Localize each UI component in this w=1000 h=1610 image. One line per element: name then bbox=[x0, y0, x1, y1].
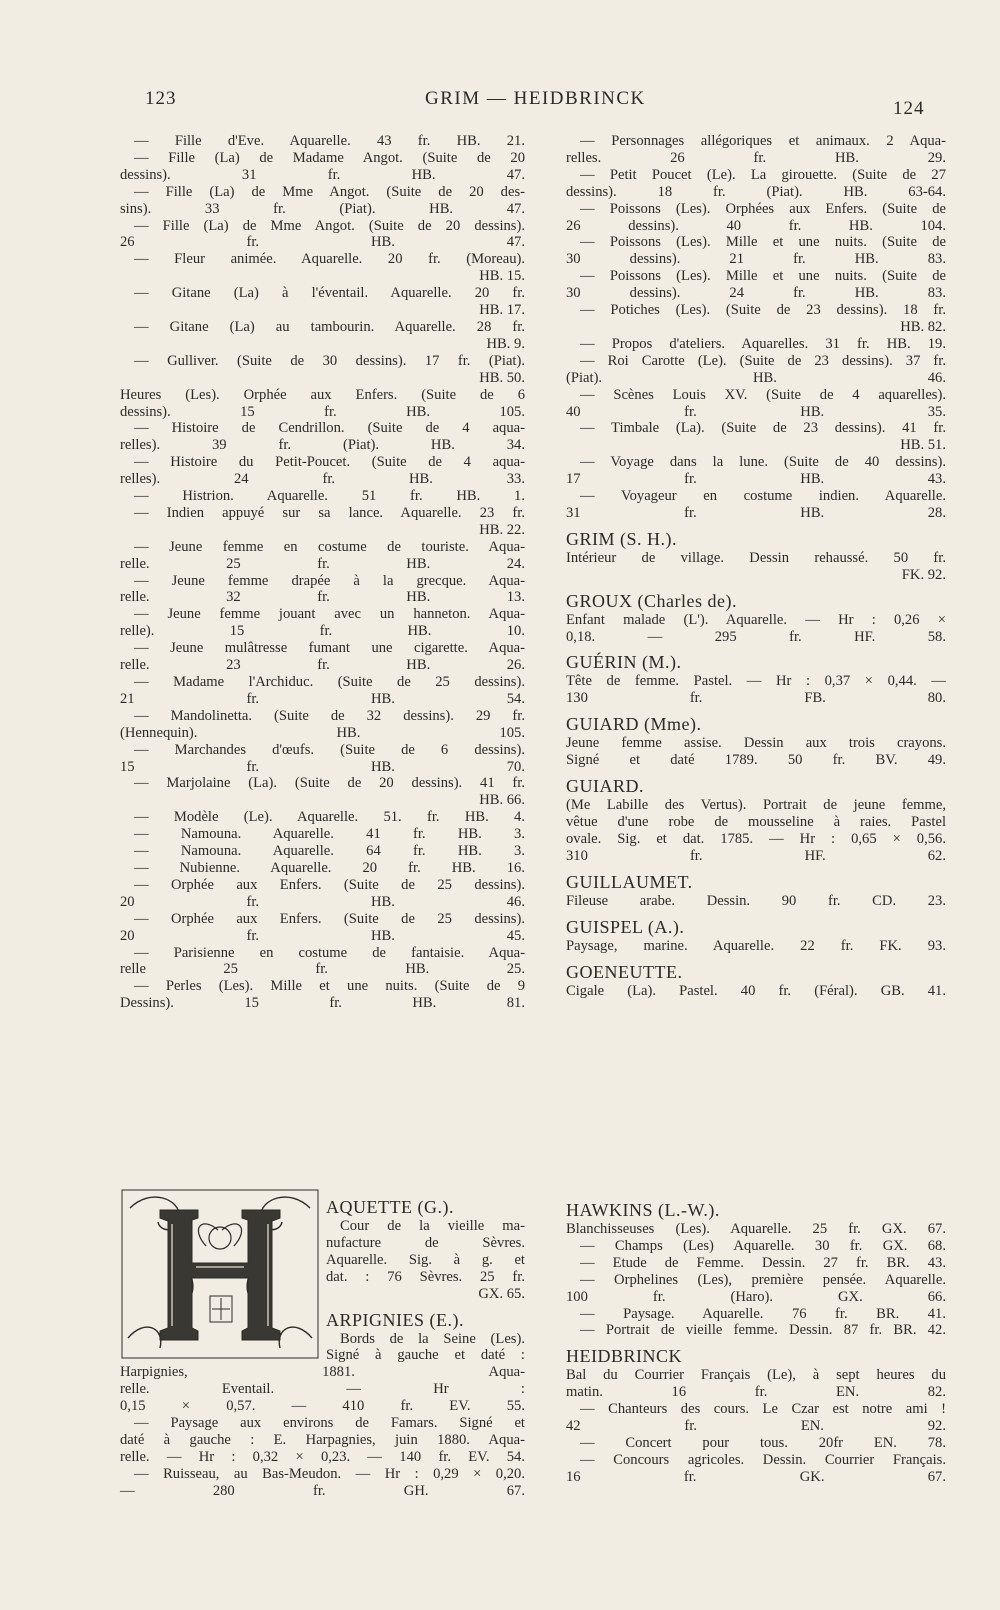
bottom-right-line: — Champs (Les) Aquarelle. 30 fr. GX. 68. bbox=[580, 1237, 946, 1254]
artist-heading: HEIDBRINCK bbox=[566, 1346, 682, 1367]
left-column-line: — Fille (La) de Mme Angot. (Suite de 20 des- bbox=[134, 183, 525, 200]
artist-heading: HAWKINS (L.-W.). bbox=[566, 1200, 720, 1220]
artist-heading: AQUETTE (G.). bbox=[326, 1197, 454, 1217]
left-column-line: relle). 15 fr. HB. 10. bbox=[120, 623, 525, 640]
left-column-line: — Orphée aux Enfers. (Suite de 25 dessins). bbox=[134, 910, 525, 927]
left-column-line: — Indien appuyé sur sa lance. Aquarelle. 23 fr. bbox=[134, 504, 525, 521]
left-column-line: — Marjolaine (La). (Suite de 20 dessins). 41 fr. bbox=[134, 775, 525, 792]
bottom-right-line: matin. 16 fr. EN. 82. bbox=[566, 1384, 946, 1401]
left-column-line: — Mandolinetta. (Suite de 32 dessins). 29 fr. bbox=[134, 707, 525, 724]
bottom-right-line: — Chanteurs des cours. Le Czar est notre ami ! bbox=[580, 1401, 946, 1418]
bottom-left-line: relle. — Hr : 0,32 × 0,23. — 140 fr. EV. 54. bbox=[120, 1448, 525, 1465]
left-column-line: Heures (Les). Orphée aux Enfers. (Suite de 6 bbox=[120, 386, 525, 403]
left-column-line: — Jeune femme drapée à la grecque. Aqua- bbox=[134, 572, 525, 589]
artist-heading: GUIARD (Mme). bbox=[566, 714, 702, 735]
page-title: GRIM — HEIDBRINCK bbox=[425, 88, 646, 109]
bottom-right-line: 100 fr. (Haro). GX. 66. bbox=[566, 1288, 946, 1305]
right-column-line: — Poissons (Les). Orphées aux Enfers. (Suite de bbox=[580, 200, 946, 217]
left-column-line: relle 25 fr. HB. 25. bbox=[120, 961, 525, 978]
left-column-line: Dessins). 15 fr. HB. 81. bbox=[120, 995, 525, 1012]
right-column-line: — Roi Carotte (Le). (Suite de 23 dessins). 37 fr. bbox=[580, 352, 946, 369]
left-column-line: 15 fr. HB. 70. bbox=[120, 758, 525, 775]
artist-heading: GUISPEL (A.). bbox=[566, 916, 685, 937]
left-column-line: — Jeune femme en costume de touriste. Aqua- bbox=[134, 538, 525, 555]
right-column-line: — Scènes Louis XV. (Suite de 4 aquarelles). bbox=[580, 386, 946, 403]
left-column-line: 26 fr. HB. 47. bbox=[120, 234, 525, 251]
left-column-line: — Namouna. Aquarelle. 64 fr. HB. 3. bbox=[134, 843, 525, 860]
right-column-line: Intérieur de village. Dessin rehaussé. 50 fr. bbox=[566, 549, 946, 566]
right-column bbox=[566, 133, 946, 999]
left-column-line: HB. 9. bbox=[486, 335, 525, 352]
bottom-left-line: Aquarelle. Sig. à g. et bbox=[326, 1251, 525, 1268]
bottom-left-line: — Paysage aux environs de Famars. Signé et bbox=[134, 1415, 525, 1432]
right-column-line: — Poissons (Les). Mille et une nuits. (Suite de bbox=[580, 234, 946, 251]
bottom-right-line: — Portrait de vieille femme. Dessin. 87 fr. BR. 42. bbox=[580, 1322, 946, 1339]
right-column-line: FK. 92. bbox=[901, 566, 946, 583]
right-column-line: dessins). 18 fr. (Piat). HB. 63-64. bbox=[566, 183, 946, 200]
left-column-line: — Fille (La) de Madame Angot. (Suite de 20 bbox=[134, 149, 525, 166]
right-column-line: — Voyage dans la lune. (Suite de 40 dessins). bbox=[580, 454, 946, 471]
right-column-line: Cigale (La). Pastel. 40 fr. (Féral). GB. 41. bbox=[566, 982, 946, 999]
right-column-line: 130 fr. FB. 80. bbox=[566, 690, 946, 707]
left-column-line: — Fille (La) de Mme Angot. (Suite de 20 dessins). bbox=[134, 217, 525, 234]
right-column-line: Fileuse arabe. Dessin. 90 fr. CD. 23. bbox=[566, 892, 946, 909]
bottom-right-line: — Concert pour tous. 20fr EN. 78. bbox=[580, 1434, 946, 1451]
bottom-left-line: nufacture de Sèvres. bbox=[326, 1234, 525, 1251]
right-column-line: (Me Labille des Vertus). Portrait de jeune femme, bbox=[566, 797, 946, 814]
right-column-line: Signé et daté 1789. 50 fr. BV. 49. bbox=[566, 752, 946, 769]
artist-heading: GOENEUTTE. bbox=[566, 961, 683, 982]
bottom-left-line: Bords de la Seine (Les). bbox=[340, 1330, 525, 1347]
left-column bbox=[120, 133, 525, 1012]
left-column-line: — Jeune femme jouant avec un hanneton. Aqua- bbox=[134, 606, 525, 623]
bottom-left-line: GX. 65. bbox=[478, 1285, 525, 1302]
left-column-line: — Gitane (La) au tambourin. Aquarelle. 28 fr. bbox=[134, 318, 525, 335]
right-column-line: 26 dessins). 40 fr. HB. 104. bbox=[566, 217, 946, 234]
left-column-line: — Fleur animée. Aquarelle. 20 fr. (Moreau). bbox=[134, 251, 525, 268]
artist-heading: GRIM (S. H.). bbox=[566, 528, 678, 549]
bottom-right-line: — Concours agricoles. Dessin. Courrier Français. bbox=[580, 1451, 946, 1468]
left-column-line: 20 fr. HB. 46. bbox=[120, 893, 525, 910]
left-column-line: dessins). 31 fr. HB. 47. bbox=[120, 166, 525, 183]
left-column-line: — Orphée aux Enfers. (Suite de 25 dessins). bbox=[134, 876, 525, 893]
right-column-line: — Petit Poucet (Le). La girouette. (Suite de 27 bbox=[580, 166, 946, 183]
bottom-right-line: — Paysage. Aquarelle. 76 fr. BR. 41. bbox=[580, 1305, 946, 1322]
bottom-right-line: 42 fr. EN. 92. bbox=[566, 1418, 946, 1435]
right-column-line: vêtue d'une robe de mousseline à raies. Pastel bbox=[566, 814, 946, 830]
left-column-line: HB. 22. bbox=[479, 521, 525, 538]
right-column-line: HB. 51. bbox=[900, 437, 946, 454]
left-column-line: (Hennequin). HB. 105. bbox=[120, 724, 525, 741]
left-column-line: — Gulliver. (Suite de 30 dessins). 17 fr. (Piat). bbox=[134, 352, 525, 369]
artist-heading: GUILLAUMET. bbox=[566, 871, 693, 892]
left-column-line: — Gitane (La) à l'éventail. Aquarelle. 20 fr. bbox=[134, 285, 525, 302]
right-column-line: — Potiches (Les). (Suite de 23 dessins). 18 fr. bbox=[580, 302, 946, 319]
right-column-line: 17 fr. HB. 43. bbox=[566, 471, 946, 488]
left-column-line: relle. 25 fr. HB. 24. bbox=[120, 555, 525, 572]
left-column-line: relle. 32 fr. HB. 13. bbox=[120, 589, 525, 606]
right-column-line: — Voyageur en costume indien. Aquarelle. bbox=[580, 488, 946, 505]
left-column-line: sins). 33 fr. (Piat). HB. 47. bbox=[120, 200, 525, 217]
bottom-right-line: Blanchisseuses (Les). Aquarelle. 25 fr. GX. 67. bbox=[566, 1221, 946, 1237]
bottom-left-line: — Ruisseau, au Bas-Meudon. — Hr : 0,29 × 0,20. bbox=[134, 1465, 525, 1482]
right-column-line: 40 fr. HB. 35. bbox=[566, 403, 946, 420]
right-column-line: 31 fr. HB. 28. bbox=[566, 504, 946, 521]
right-column-line: 0,18. — 295 fr. HF. 58. bbox=[566, 628, 946, 645]
left-column-line: 21 fr. HB. 54. bbox=[120, 690, 525, 707]
left-column-line: relle. 23 fr. HB. 26. bbox=[120, 657, 525, 674]
ornamental-letter-H-icon bbox=[120, 1188, 320, 1360]
bottom-right-line: Bal du Courrier Français (Le), à sept heures du bbox=[566, 1367, 946, 1384]
right-column-line: 310 fr. HF. 62. bbox=[566, 847, 946, 864]
right-column-line: 30 dessins). 24 fr. HB. 83. bbox=[566, 285, 946, 302]
bottom-left-line: 0,15 × 0,57. — 410 fr. EV. 55. bbox=[120, 1398, 525, 1415]
left-column-line: — Jeune mulâtresse fumant une cigarette. Aqua- bbox=[134, 640, 525, 657]
bottom-right-line: — Etude de Femme. Dessin. 27 fr. BR. 43. bbox=[580, 1254, 946, 1271]
right-column-line: Jeune femme assise. Dessin aux trois crayons. bbox=[566, 735, 946, 752]
right-column-line: — Propos d'ateliers. Aquarelles. 31 fr. HB. 19. bbox=[580, 335, 946, 352]
left-column-line: — Parisienne en costume de fantaisie. Aqua- bbox=[134, 944, 525, 961]
bottom-left-column bbox=[120, 1190, 525, 1500]
right-column-line: relles. 26 fr. HB. 29. bbox=[566, 149, 946, 166]
bottom-left-line: Harpignies, 1881. Aqua- bbox=[120, 1364, 525, 1381]
bottom-left-line: daté à gauche : E. Harpagnies, juin 1880. Aqua- bbox=[120, 1431, 525, 1448]
left-column-line: HB. 15. bbox=[479, 268, 525, 285]
left-column-line: — Histrion. Aquarelle. 51 fr. HB. 1. bbox=[134, 488, 525, 505]
left-column-line: — Namouna. Aquarelle. 41 fr. HB. 3. bbox=[134, 826, 525, 843]
left-column-line: 20 fr. HB. 45. bbox=[120, 927, 525, 944]
left-column-line: — Histoire de Cendrillon. (Suite de 4 aqua- bbox=[134, 420, 525, 437]
bottom-right-column bbox=[566, 1193, 946, 1486]
right-column-line: — Timbale (La). (Suite de 23 dessins). 41 fr. bbox=[580, 420, 946, 437]
artist-heading: GROUX (Charles de). bbox=[566, 590, 737, 611]
artist-heading: GUÉRIN (M.). bbox=[566, 652, 682, 673]
bottom-left-line: — 280 fr. GH. 67. bbox=[120, 1482, 525, 1499]
left-column-line: — Marchandes d'œufs. (Suite de 6 dessins). bbox=[134, 741, 525, 758]
left-column-line: HB. 17. bbox=[479, 302, 525, 319]
left-column-line: — Nubienne. Aquarelle. 20 fr. HB. 16. bbox=[134, 859, 525, 876]
left-column-line: HB. 66. bbox=[479, 792, 525, 809]
right-column-line: ovale. Sig. et dat. 1785. — Hr : 0,65 × 0,56. bbox=[566, 830, 946, 847]
page-number-left: 123 bbox=[145, 88, 177, 109]
left-column-line: — Perles (Les). Mille et une nuits. (Suite de 9 bbox=[134, 978, 525, 995]
right-column-line: Tête de femme. Pastel. — Hr : 0,37 × 0,44. — bbox=[566, 673, 946, 690]
bottom-left-line: Cour de la vieille ma- bbox=[340, 1218, 525, 1234]
left-column-line: — Fille d'Eve. Aquarelle. 43 fr. HB. 21. bbox=[134, 133, 525, 149]
right-column-line: — Poissons (Les). Mille et une nuits. (Suite de bbox=[580, 268, 946, 285]
left-column-line: — Madame l'Archiduc. (Suite de 25 dessins). bbox=[134, 674, 525, 690]
bottom-right-line: 16 fr. GK. 67. bbox=[566, 1468, 946, 1485]
right-column-line: (Piat). HB. 46. bbox=[566, 369, 946, 386]
left-column-line: — Histoire du Petit-Poucet. (Suite de 4 aqua- bbox=[134, 454, 525, 471]
artist-heading: GUIARD. bbox=[566, 776, 644, 797]
bottom-left-line: relle. Eventail. — Hr : bbox=[120, 1381, 525, 1398]
right-column-line: — Personnages allégoriques et animaux. 2 Aqua- bbox=[580, 133, 946, 149]
left-column-line: relles). 39 fr. (Piat). HB. 34. bbox=[120, 437, 525, 454]
page-number-right: 124 bbox=[893, 98, 925, 119]
left-column-line: — Modèle (Le). Aquarelle. 51. fr. HB. 4. bbox=[134, 809, 525, 826]
bottom-right-line: — Orphelines (Les), première pensée. Aquarelle. bbox=[580, 1271, 946, 1288]
left-column-line: HB. 50. bbox=[479, 369, 525, 386]
right-column-line: 30 dessins). 21 fr. HB. 83. bbox=[566, 251, 946, 268]
left-column-line: dessins). 15 fr. HB. 105. bbox=[120, 403, 525, 420]
left-column-line: relles). 24 fr. HB. 33. bbox=[120, 471, 525, 488]
right-column-line: Enfant malade (L'). Aquarelle. — Hr : 0,26 × bbox=[566, 611, 946, 628]
right-column-line: HB. 82. bbox=[900, 318, 946, 335]
artist-heading: ARPIGNIES (E.). bbox=[326, 1309, 464, 1330]
right-column-line: Paysage, marine. Aquarelle. 22 fr. FK. 93. bbox=[566, 937, 946, 954]
bottom-left-line: dat. : 76 Sèvres. 25 fr. bbox=[326, 1268, 525, 1285]
bottom-left-line: Signé à gauche et daté : bbox=[326, 1347, 525, 1364]
